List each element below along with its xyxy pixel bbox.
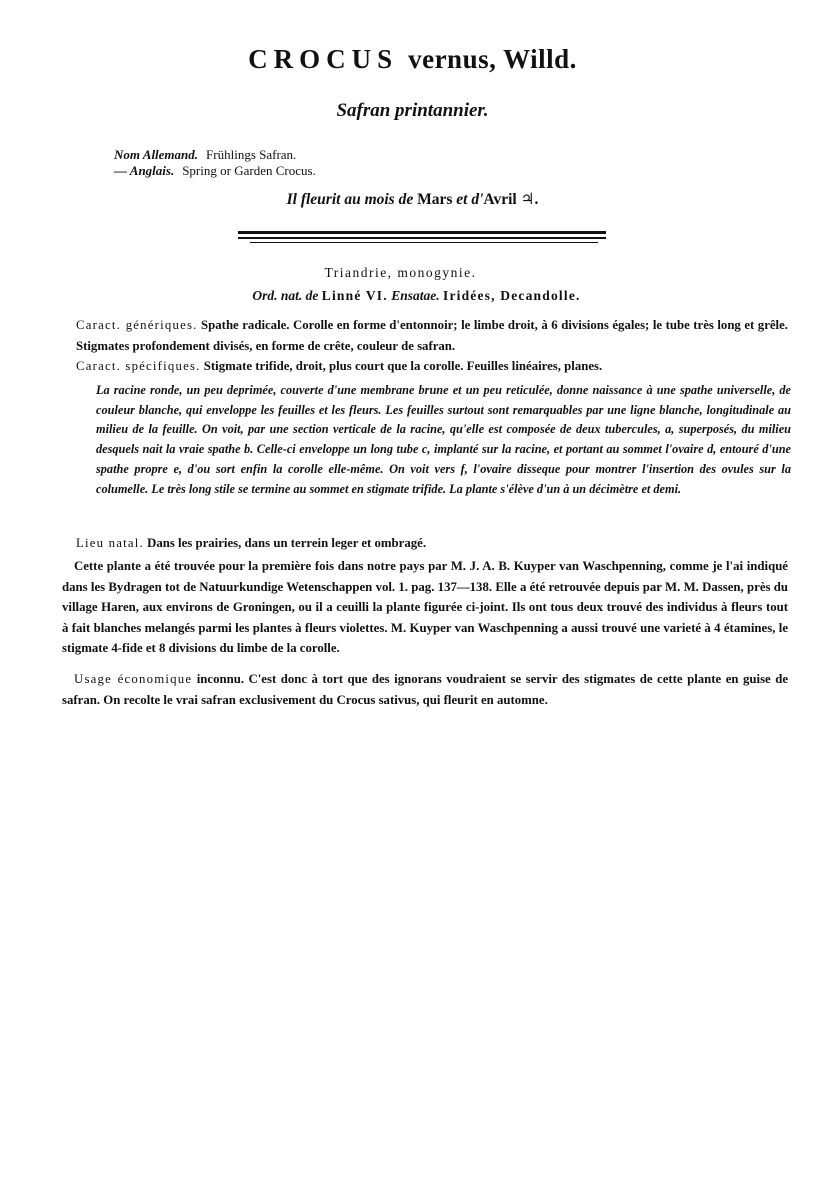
flowering-conj: et d': [456, 191, 484, 208]
decandolle-family: Iridées, Decandolle.: [442, 288, 581, 303]
specific-text: Stigmate trifide, droit, plus court que la corolle. Feuilles linéaires, planes.: [203, 359, 603, 373]
flowering-prefix: Il fleurit au mois de: [286, 191, 414, 208]
generic-label: Caract. génériques.: [76, 318, 198, 332]
habitat-label: Lieu natal.: [76, 536, 144, 550]
discovery-history: Cette plante a été trouvée pour la première fois dans notre pays par M. J. A. B. Kuyper van Waschpenning, comme je l'ai indiqué dans les Bydragen tot de Natuurkundige Wetenschappen vol. 1. pag. 137—138. Elle a été retrouvée depuis par M. M. Dassen, près du village Haren, aux environs de Groningen, ou il a ceuilli la plante figurée ci-joint. Ils ont tous deux trouvé des individus à fleurs tout à fait blanches melangés parmi les plantes à fleurs violettes. M. Kuyper van Waschpenning a aussi trouvé une varieté à 4 étamines, le stigmate 4-fide et 8 divisions du limbe de la corolle.: [62, 559, 788, 656]
english-label: — Anglais.: [114, 163, 175, 178]
flowering-month-2: Avril: [483, 191, 517, 208]
natural-order-label: Ord. nat. de: [252, 288, 319, 303]
german-name: Frühlings Safran.: [206, 147, 297, 162]
classification-line-1: Triandrie, monogynie.: [324, 265, 477, 280]
species-name: vernus, Willd.: [408, 44, 577, 74]
perennial-symbol: ♃.: [520, 191, 539, 208]
german-label: Nom Allemand.: [114, 147, 199, 162]
english-name: Spring or Garden Crocus.: [182, 163, 316, 178]
order-name: Ensatae.: [391, 288, 440, 303]
divider-rule-1: [238, 231, 606, 234]
habitat: [76, 533, 788, 554]
usage-label: Usage économique: [74, 672, 193, 686]
flowering-month-1: Mars: [417, 191, 453, 208]
classification-line-2: [4, 288, 825, 304]
specific-characters: [76, 356, 788, 377]
flowering-line: [0, 189, 825, 209]
french-name: Safran printannier.: [336, 100, 489, 121]
english-name-line: [114, 163, 316, 179]
german-name-line: [114, 147, 296, 163]
divider-rule-2: [238, 237, 606, 239]
divider-rule-3: [250, 242, 598, 243]
usage-text: inconnu. C'est donc à tort que des ignorans voudraient se servir des stigmates de cette plante en guise de safran. On recolte le vrai safran exclusivement du Crocus sativus, qui fleurit en automne.: [62, 672, 789, 707]
plant-description: La racine ronde, un peu deprimée, couverte d'une membrane brune et un peu reticulée, donne naissance à une spathe universelle, de couleur blanche, qui enveloppe les feuilles et les fleurs. Les feuilles surtout sont remarquables par une ligne blanche, longitudinale au milieu de la feuille. On voit, par une section verticale de la racine, qu'elle est composée de deux tubercules, a, superposés, du milieu desquels nait la vraie spathe b. Celle-ci enveloppe un long tube c, implanté sur la racine, et portant au sommet l'ovaire d, entouré d'une spathe propre e, d'ou sort enfin la corolle elle-même. On voit vers f, l'ovaire disseque pour montrer l'insertion des ovules sur la columelle. Le très long stile se termine au sommet en stigmate trifide. La plante s'élève d'un à un décimètre et demi.: [96, 383, 791, 496]
generic-text: Spathe radicale. Corolle en forme d'entonnoir; le limbe droit, à 6 divisions égales; le tube très long et grêle. Stigmates profondement divisés, en forme de crête, couleur de safran.: [76, 318, 788, 353]
generic-characters: [76, 315, 788, 356]
specific-label: Caract. spécifiques.: [76, 359, 201, 373]
linnaeus-class: Linné VI.: [321, 288, 388, 303]
genus-name: CROCUS: [248, 44, 399, 74]
economic-usage: [62, 669, 788, 710]
habitat-text: Dans les prairies, dans un terrein leger et ombragé.: [147, 536, 427, 550]
page-title: [0, 44, 825, 75]
